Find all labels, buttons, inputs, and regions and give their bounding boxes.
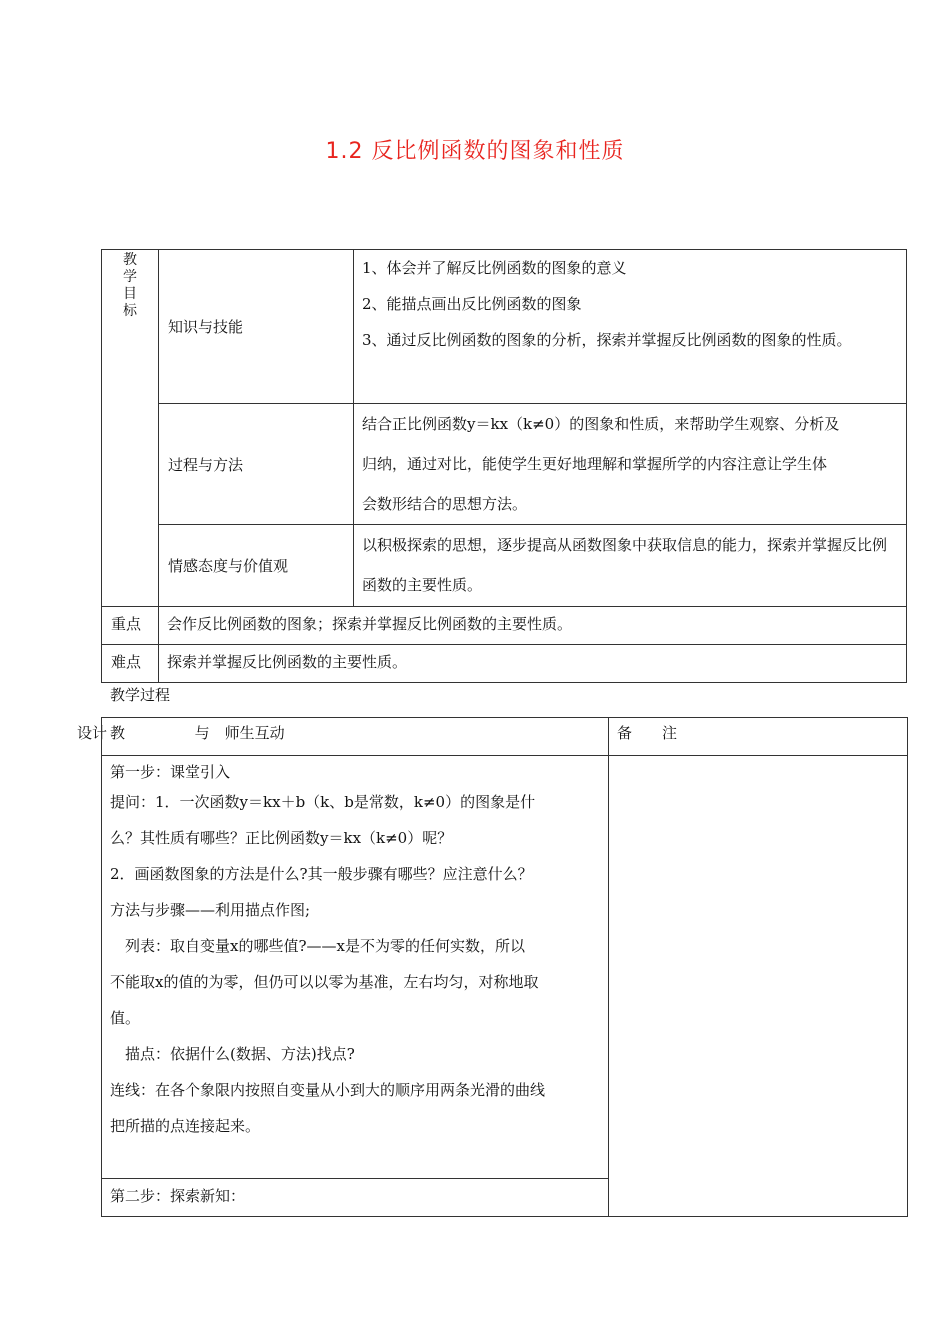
step1-line: 描点：依据什么(数据、方法)找点?: [110, 1045, 355, 1063]
step1-line: 2．画函数图象的方法是什么?其一般步骤有哪些？应注意什么？: [110, 865, 533, 883]
notes-cell: [609, 756, 908, 1217]
attitude-text: 以积极探索的思想，逐步提高从函数图象中获取信息的能力，探索并掌握反比例函数的主要性质。: [362, 536, 888, 594]
knowledge-content: [354, 250, 907, 404]
process-method-line: 结合正比例函数y＝kx（k≠0）的图象和性质，来帮助学生观察、分析及: [362, 415, 840, 433]
objectives-label-cell: [102, 250, 159, 607]
notes-header: [609, 718, 908, 756]
process-method-content: [354, 404, 907, 525]
knowledge-label: 知识与技能: [159, 250, 354, 404]
step1-line: 把所描的点连接起来。: [110, 1117, 261, 1135]
teaching-process-label: 教学过程: [110, 686, 171, 704]
interaction-header: [102, 718, 609, 756]
step2-cell: [102, 1179, 609, 1217]
knowledge-item: 1、体会并了解反比例函数的图象的意义: [362, 259, 627, 277]
process-table: [101, 717, 908, 1217]
step1-line: 方法与步骤——利用描点作图;: [110, 901, 311, 919]
interaction-header-a: 教: [110, 724, 126, 742]
interaction-header-b: 与 师生互动: [194, 724, 285, 742]
process-method-line: 会数形结合的思想方法。: [362, 495, 528, 513]
knowledge-item: 2、能描点画出反比例函数的图象: [362, 295, 582, 313]
objectives-table: [101, 249, 907, 683]
difficulty-label: 难点: [102, 645, 159, 683]
attitude-content: [354, 525, 907, 607]
step1-line: 列表：取自变量x的哪些值?——x是不为零的任何实数，所以: [110, 937, 525, 955]
knowledge-item: 3、通过反比例函数的图象的分析，探索并掌握反比例函数的图象的性质。: [362, 331, 852, 349]
design-label: 设计: [77, 724, 108, 742]
process-method-label: 过程与方法: [159, 404, 354, 525]
step1-line: 不能取x的值的为零，但仍可以以零为基准，左右均匀，对称地取: [110, 973, 539, 991]
step1-line: 么？其性质有哪些？正比例函数y＝kx（k≠0）呢？: [110, 829, 453, 847]
step1-line: 提问：1．一次函数y＝kx＋b（k、b是常数，k≠0）的图象是什: [110, 793, 536, 811]
step2-title: 第二步：探索新知：: [110, 1187, 246, 1205]
attitude-label: 情感态度与价值观: [159, 525, 354, 607]
step1-title: 第一步：课堂引入: [110, 763, 231, 781]
difficulty-text: 探索并掌握反比例函数的主要性质。: [159, 645, 907, 683]
step1-line: 值。: [110, 1009, 141, 1027]
step1-cell: [102, 756, 609, 1179]
page-title: 1.2 反比例函数的图象和性质: [325, 139, 625, 164]
process-method-line: 归纳，通过对比，能使学生更好地理解和掌握所学的内容注意让学生体: [362, 455, 828, 473]
key-point-label: 重点: [102, 607, 159, 645]
notes-header-label: 备 注: [617, 724, 678, 742]
objectives-label: 教学目标: [123, 252, 137, 319]
step1-line: 连线：在各个象限内按照自变量从小到大的顺序用两条光滑的曲线: [110, 1081, 546, 1099]
key-point-text: 会作反比例函数的图象；探索并掌握反比例函数的主要性质。: [159, 607, 907, 645]
